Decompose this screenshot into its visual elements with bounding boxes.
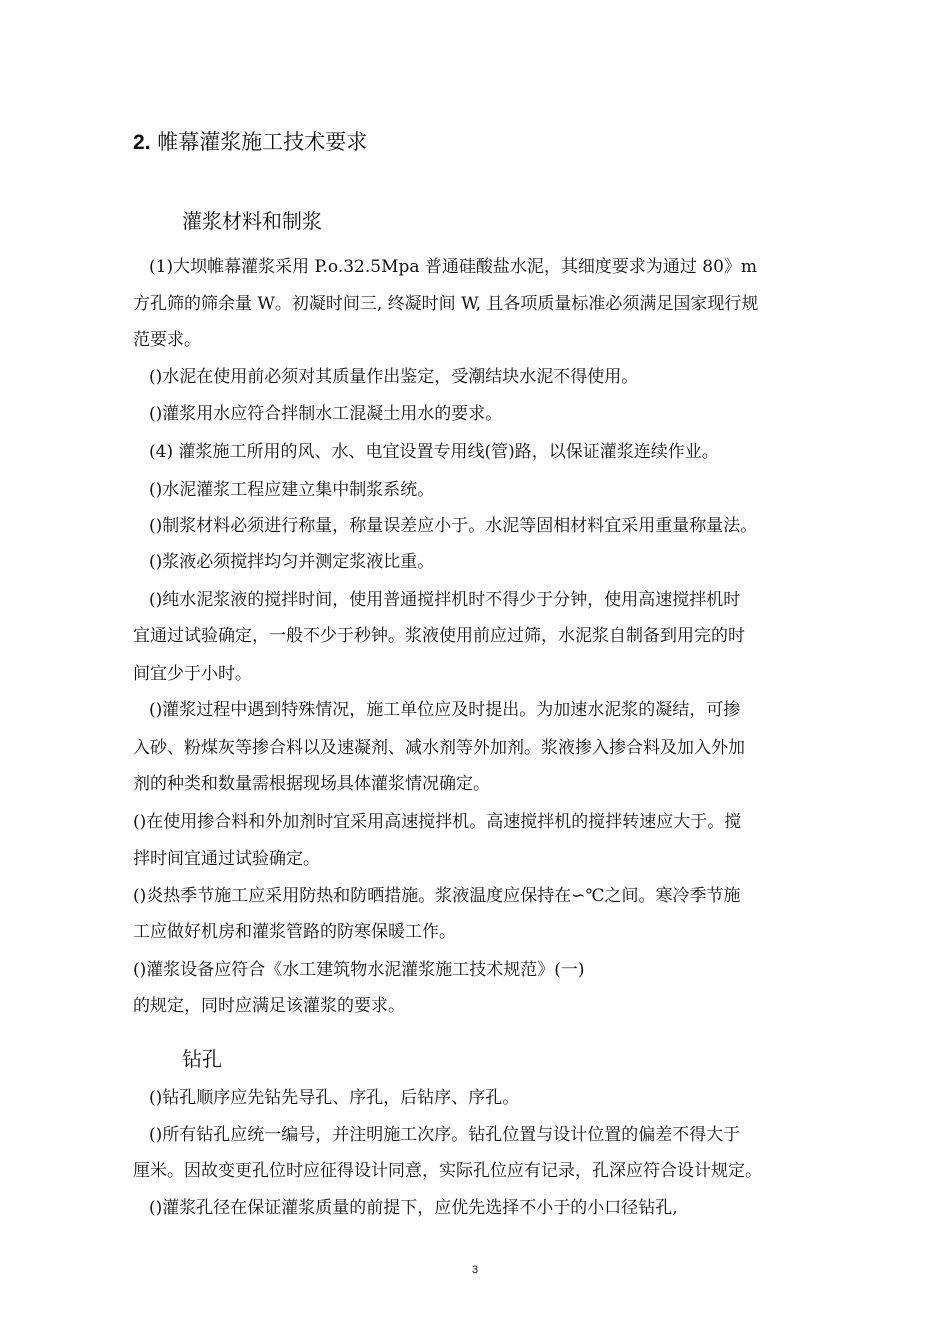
paragraph-line: (4) 灌浆施工所用的风、水、电宜设置专用线(管)路，以保证灌浆连续作业。 [149,442,719,462]
paragraph-line: 方孔筛的筛余量 W。初凝时间三, 终凝时间 W, 且各项质量标准必须满足国家现行规 [133,294,759,314]
paragraph-line: 范要求。 [133,330,201,350]
paragraph-line: ()制浆材料必须进行称量，称量误差应小于。水泥等固相材料宜采用重量称量法。 [149,516,758,536]
paragraph-line: 拌时间宜通过试验确定。 [133,849,320,869]
paragraph-line: ()水泥灌浆工程应建立集中制浆系统。 [149,480,435,500]
section-title: 帷幕灌浆施工技术要求 [157,130,368,154]
paragraph-line: ()所有钻孔应统一编号，并注明施工次序。钻孔位置与设计位置的偏差不得大于 [149,1125,741,1145]
subsection-heading-materials: 灌浆材料和制浆 [182,209,322,233]
paragraph-line: ()炎热季节施工应采用防热和防晒措施。浆液温度应保持在∽℃之间。寒冷季节施 [133,886,741,906]
paragraph-line: 的规定，同时应满足该灌浆的要求。 [133,996,405,1016]
section-heading [133,126,367,156]
paragraph-line: 间宜少于小时。 [133,664,252,684]
paragraph-line: ()灌浆孔径在保证灌浆质量的前提下，应优先选择不小于的小口径钻孔, [149,1198,678,1218]
paragraph-line: ()灌浆用水应符合拌制水工混凝土用水的要求。 [149,404,503,424]
page-number: 3 [471,1264,479,1276]
paragraph-line: ()水泥在使用前必须对其质量作出鉴定，受潮结块水泥不得使用。 [149,367,639,387]
paragraph-line: ()灌浆设备应符合《水工建筑物水泥灌浆施工技术规范》(一) [133,960,585,980]
paragraph-line: ()纯水泥浆液的搅拌时间，使用普通搅拌机时不得少于分钟，使用高速搅拌机时 [149,590,741,610]
paragraph-line: (1)大坝帷幕灌浆采用 P.o.32.5Mpa 普通硅酸盐水泥，其细度要求为通过 80》m [149,257,758,277]
paragraph-line: ()在使用掺合料和外加剂时宜采用高速搅拌机。高速搅拌机的搅拌转速应大于。搅 [133,812,742,832]
subsection-heading-drilling: 钻孔 [182,1047,222,1071]
paragraph-line: ()钻孔顺序应先钻先导孔、序孔，后钻序、序孔。 [149,1088,520,1108]
paragraph-line: 工应做好机房和灌浆管路的防寒保暖工作。 [133,922,456,942]
paragraph-line: ()灌浆过程中遇到特殊情况，施工单位应及时提出。为加速水泥浆的凝结，可掺 [149,700,741,720]
paragraph-line: ()浆液必须搅拌均匀并测定浆液比重。 [149,552,435,572]
paragraph-line: 宜通过试验确定，一般不少于秒钟。浆液使用前应过筛，水泥浆自制备到用完的时 [133,626,745,646]
paragraph-line: 剂的种类和数量需根据现场具体灌浆情况确定。 [133,774,490,794]
paragraph-line: 入砂、粉煤灰等掺合料以及速凝剂、减水剂等外加剂。浆液掺入掺合料及加入外加 [133,738,745,758]
paragraph-line: 厘米。因故变更孔位时应征得设计同意，实际孔位应有记录，孔深应符合设计规定。 [133,1161,762,1181]
section-number: 2. [133,131,151,154]
